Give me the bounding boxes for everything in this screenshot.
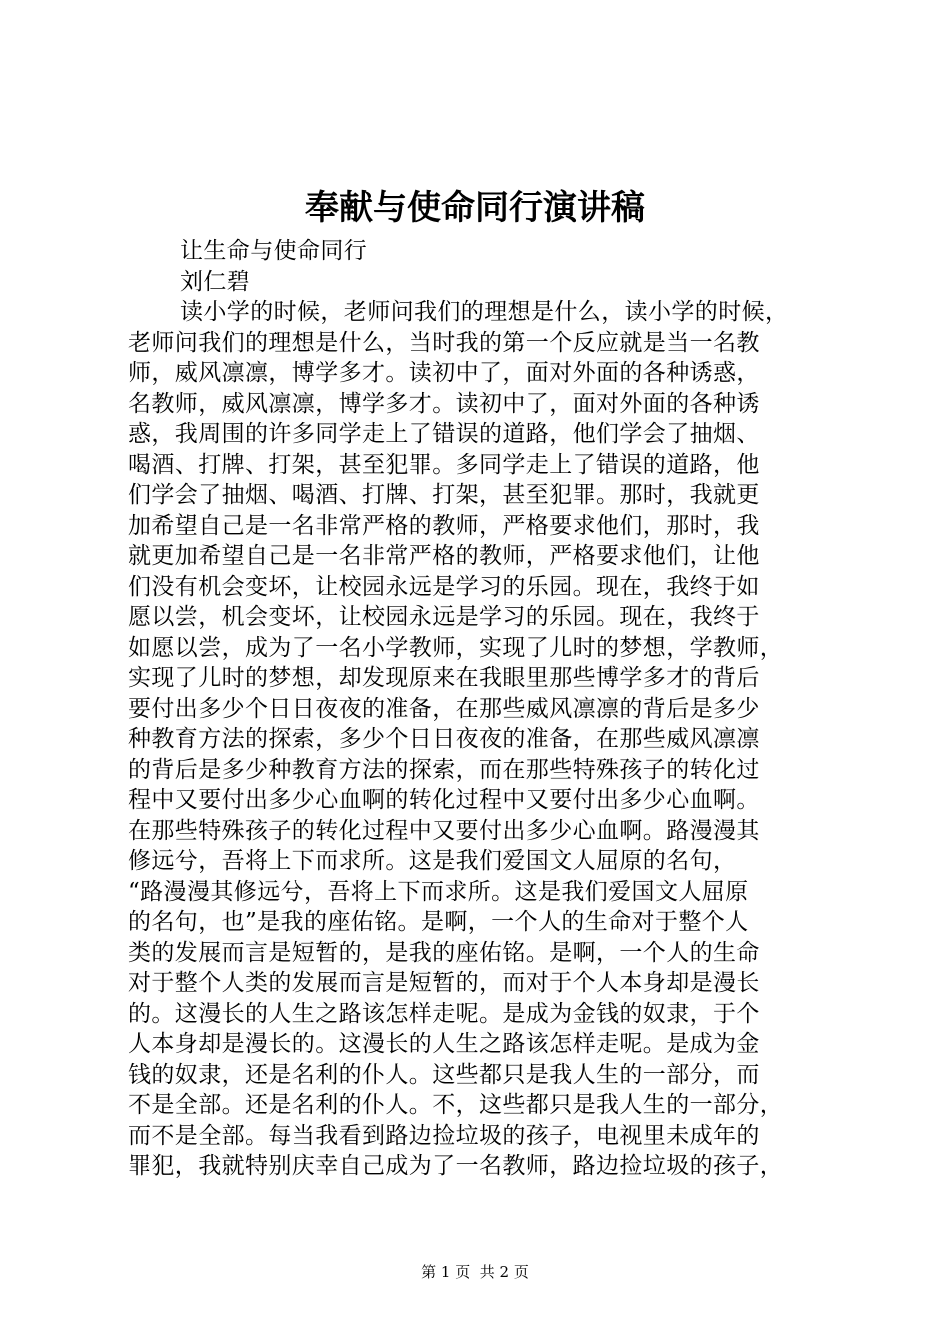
- body-line: 钱的奴隶，还是名利的仆人。这些都只是我人生的一部分，而: [128, 1061, 760, 1088]
- body-line: 在那些特殊孩子的转化过程中又要付出多少心血啊。路漫漫其: [128, 817, 760, 844]
- body-line: 加希望自己是一名非常严格的教师，严格要求他们，那时，我: [128, 512, 760, 539]
- body-line: 要付出多少个日日夜夜的准备，在那些威风凛凛的背后是多少: [128, 695, 760, 722]
- body-line: 人本身却是漫长的。这漫长的人生之路该怎样走呢。是成为金: [128, 1031, 760, 1057]
- body-line: 不是全部。还是名利的仆人。不，这些都只是我人生的一部分，: [128, 1092, 784, 1118]
- body-line: 老师问我们的理想是什么，当时我的第一个反应就是当一名教: [128, 329, 760, 356]
- body-line: 读小学的时候，老师问我们的理想是什么，读小学的时候，: [180, 299, 789, 325]
- body-line: 程中又要付出多少心血啊的转化过程中又要付出多少心血啊。: [128, 787, 760, 813]
- body-line: 如愿以尝，成为了一名小学教师，实现了儿时的梦想，学教师，: [128, 634, 784, 661]
- body-line: 而不是全部。每当我看到路边捡垃圾的孩子，电视里未成年的: [128, 1122, 760, 1149]
- page-number-label: 第 1 页 共 2 页: [421, 1263, 529, 1281]
- subtitle-line: 让生命与使命同行: [180, 238, 368, 264]
- body-line: 们学会了抽烟、喝酒、打牌、打架，甚至犯罪。那时，我就更: [128, 482, 760, 508]
- body-line: 师，威风凛凛，博学多才。读初中了，面对外面的各种诱惑，: [128, 360, 760, 386]
- body-line: 们没有机会变坏，让校园永远是学习的乐园。现在，我终于如: [128, 573, 760, 600]
- body-line: “路漫漫其修远兮，吾将上下而求所。这是我们爱国文人屈原: [128, 878, 749, 905]
- body-line: 名教师，威风凛凛，博学多才。读初中了，面对外面的各种诱: [128, 390, 760, 417]
- body-line: 修远兮，吾将上下而求所。这是我们爱国文人屈原的名句，: [128, 848, 737, 874]
- document-body: [128, 236, 838, 1182]
- body-line: 愿以尝，机会变坏，让校园永远是学习的乐园。现在，我终于: [128, 604, 760, 630]
- body-line: 的。这漫长的人生之路该怎样走呢。是成为金钱的奴隶，于个: [128, 1000, 760, 1027]
- body-line: 的名句，也”是我的座佑铭。是啊，一个人的生命对于整个人: [128, 909, 749, 935]
- author-line: 刘仁碧: [180, 268, 251, 295]
- body-line: 对于整个人类的发展而言是短暂的，而对于个人本身却是漫长: [128, 970, 760, 996]
- body-line: 喝酒、打牌、打架，甚至犯罪。多同学走上了错误的道路，他: [128, 451, 760, 478]
- body-line: 惑，我周围的许多同学走上了错误的道路，他们学会了抽烟、: [128, 421, 760, 447]
- body-line: 类的发展而言是短暂的，是我的座佑铭。是啊，一个人的生命: [128, 939, 760, 966]
- body-line: 罪犯，我就特别庆幸自己成为了一名教师，路边捡垃圾的孩子，: [128, 1153, 784, 1179]
- body-line: 种教育方法的探索，多少个日日夜夜的准备，在那些威风凛凛: [128, 726, 760, 752]
- page-footer: [0, 1262, 950, 1282]
- body-line: 实现了儿时的梦想，却发现原来在我眼里那些博学多才的背后: [128, 665, 760, 691]
- body-line: 的背后是多少种教育方法的探索，而在那些特殊孩子的转化过: [128, 756, 760, 783]
- document-title: 奉献与使命同行演讲稿: [305, 188, 645, 228]
- body-line: 就更加希望自己是一名非常严格的教师，严格要求他们，让他: [128, 543, 760, 569]
